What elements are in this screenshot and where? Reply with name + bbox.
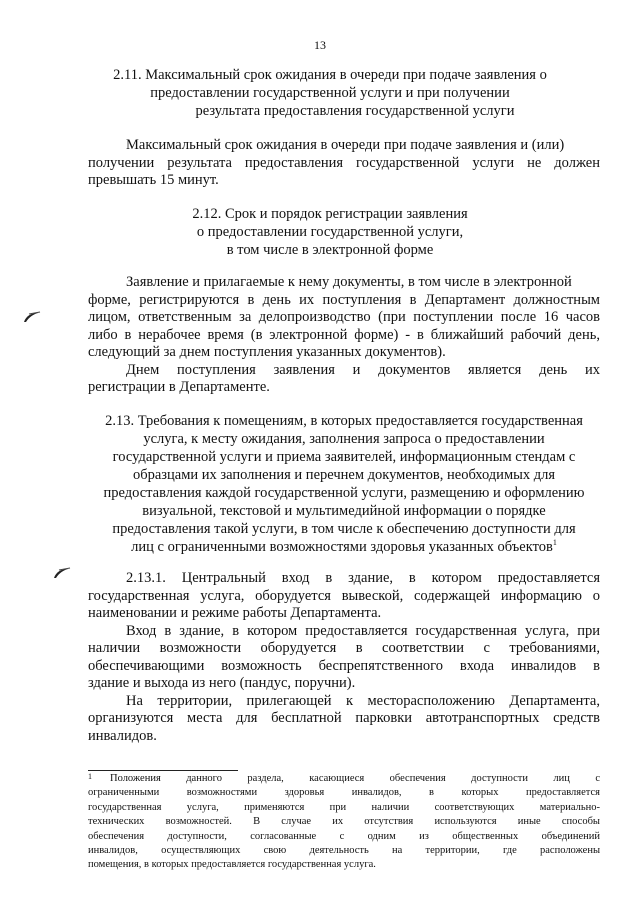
page-number: 13	[314, 38, 326, 52]
heading-2-12	[170, 205, 490, 259]
heading-line: результата предоставления государственной услуги	[195, 103, 515, 119]
heading-line: визуальной, текстовой и мультимедийной информации о порядке	[142, 503, 546, 519]
text-line: регистрации в Департаменте.	[88, 379, 270, 395]
text-line: 2.13.1. Центральный вход в здание, в котором предоставляется	[126, 570, 600, 586]
text-line: инвалидов.	[88, 727, 157, 744]
text-line: организуются места для бесплатной парковки автотранспортных средств	[88, 710, 600, 726]
heading-line: предоставления каждой государственной услуги, размещению и оформлению	[103, 485, 585, 501]
text-line: лицом, ответственным за делопроизводство (при поступлении после 16 часов	[88, 309, 600, 325]
footnote-line	[88, 772, 600, 786]
scan-mark-icon	[52, 566, 72, 580]
heading-line: 2.13. Требования к помещениям, в которых предоставляется государственная	[105, 413, 583, 429]
footnote-ref[interactable]: 1	[552, 538, 557, 548]
heading-line: предоставления такой услуги, в том числе к обеспечению доступности для	[112, 521, 576, 537]
heading-line: услуга, к месту ожидания, заполнения запроса о предоставлении	[143, 431, 545, 447]
heading-line: в том числе в электронной форме	[226, 242, 434, 258]
footnote-line: обеспечения доступности, согласованные с одним из общественных объединений	[88, 830, 600, 842]
footnote-line: инвалидов, осуществляющих свою деятельность на территории, где расположены	[88, 845, 600, 857]
footnote-divider	[88, 770, 238, 771]
footnote-marker: 1	[88, 772, 92, 781]
heading-line: 2.12. Срок и порядок регистрации заявления	[192, 206, 468, 222]
heading-line-text: лиц с ограниченными возможностями здоровья указанных объектов	[131, 539, 553, 555]
heading-line: 2.11. Максимальный срок ожидания в очереди при подаче заявления о	[113, 67, 547, 83]
footnote	[88, 772, 600, 873]
footnote-line-text: Положения данного раздела, касающиеся обеспечения доступности лиц с	[110, 773, 600, 784]
footnote-line: помещения, в которых предоставляется государственная услуга.	[88, 859, 376, 871]
text-line: Вход в здание, в котором предоставляется государственная услуга, при	[126, 622, 600, 639]
text-line: наименовании и режиме работы Департамента.	[88, 605, 382, 621]
text-line: либо в нерабочее время (в электронной форме) - в ближайший рабочий день,	[88, 326, 600, 343]
text-line: обеспечивающими возможность беспрепятственного входа инвалидов в	[88, 657, 600, 674]
text-line: получении результата предоставления государственной услуги не должен	[88, 154, 600, 171]
text-line: следующий за днем поступления указанных документов).	[88, 344, 446, 360]
text-line: На территории, прилегающей к месторасположению Департамента,	[126, 692, 600, 709]
footnote-line: ограниченными возможностями здоровья инвалидов, в которых предоставляется	[88, 787, 600, 799]
text-line: Днем поступления заявления и документов является день их	[126, 361, 600, 378]
heading-line: предоставлении государственной услуги и при получении	[150, 85, 510, 101]
heading-line: о предоставлении государственной услуги,	[196, 224, 464, 240]
text-line: государственная услуга, оборудуется вывеской, содержащей информацию о	[88, 587, 600, 604]
text-line: форме, регистрируются в день их поступления в Департамент должностным	[88, 291, 600, 308]
footnote-line: государственная услуга, применяются при наличии соответствующих материально-	[88, 801, 600, 813]
heading-2-11	[110, 66, 550, 120]
text-line: наличии возможности оборудуется в соответствии с требованиями,	[88, 640, 600, 656]
paragraph-2-13-1	[88, 570, 600, 745]
heading-2-13	[88, 412, 600, 556]
footnote-line: технических возможностей. В случае их отсутствия используются иные способы	[88, 816, 600, 828]
heading-line	[88, 538, 600, 556]
text-line: здание и выхода из него (пандус, поручни).	[88, 675, 356, 691]
text-line: превышать 15 минут.	[88, 172, 219, 188]
text-line: Заявление и прилагаемые к нему документы, в том числе в электронной	[126, 274, 572, 290]
heading-line: образцами их заполнения и перечнем документов, необходимых для	[132, 467, 556, 483]
heading-line: государственной услуги и приема заявителей, информационным стендам с	[112, 449, 576, 465]
paragraph-2-12	[88, 274, 600, 397]
text-line: Максимальный срок ожидания в очереди при подаче заявления и (или)	[126, 137, 565, 153]
scan-mark-icon	[22, 310, 42, 324]
paragraph-2-11	[88, 137, 600, 190]
